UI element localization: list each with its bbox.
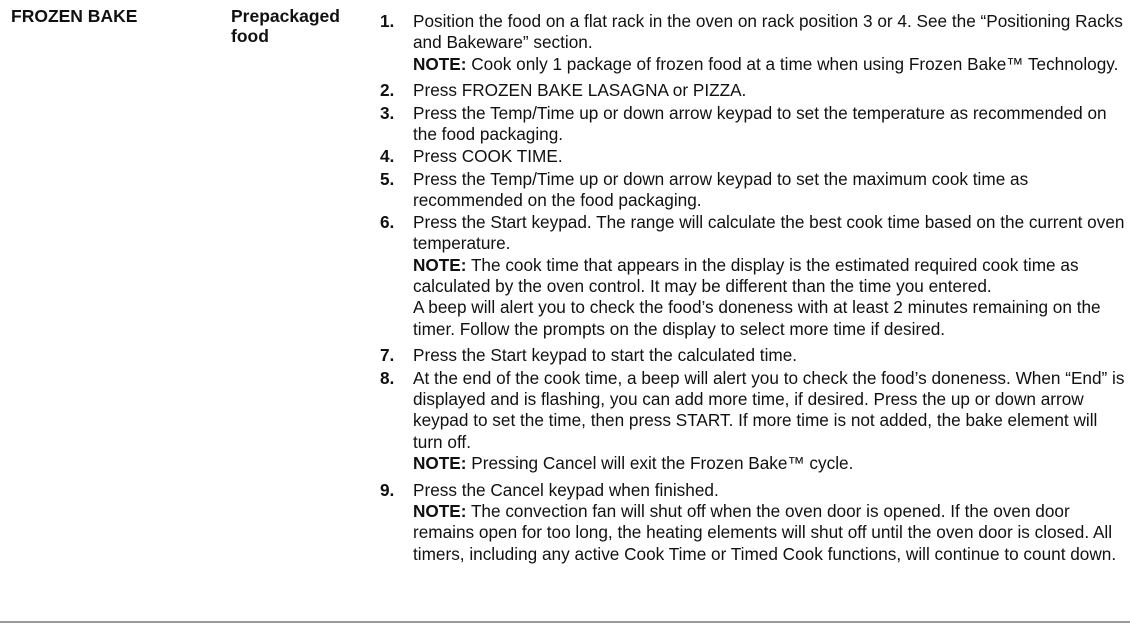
step-text: Position the food on a flat rack in the oven on rack position 3 or 4. See the “Positioning Racks and Bakeware” section. — [413, 11, 1123, 53]
step-number: 7. — [380, 345, 395, 366]
note-label: NOTE: — [413, 452, 467, 473]
note-text: Cook only 1 package of frozen food at a time when using Frozen Bake™ Technology. — [471, 53, 1119, 74]
food-type: Prepackaged food — [231, 6, 340, 46]
step-text: Press the Start keypad to start the calculated time. — [413, 345, 798, 366]
step-text: Press FROZEN BAKE LASAGNA or PIZZA. — [413, 80, 747, 101]
step-4 — [380, 146, 1125, 167]
step-1 — [380, 11, 1125, 75]
note-label: NOTE: — [413, 53, 467, 74]
step-8 — [380, 368, 1125, 474]
step-number: 3. — [380, 102, 395, 123]
step-number: 8. — [380, 367, 395, 388]
feature-name: FROZEN BAKE — [11, 6, 138, 26]
note-text: The convection fan will shut off when the oven door is opened. If the oven door remains open for too long, the heating elements will shut off until the oven door is closed. All timers, including any active Cook Time or Timed Cook functions, will continue to count down. — [413, 501, 1117, 564]
step-number: 1. — [380, 11, 395, 31]
step-number: 4. — [380, 146, 395, 167]
step-text: Press COOK TIME. — [413, 146, 563, 167]
note-text: Pressing Cancel will exit the Frozen Bake™ cycle. — [471, 452, 854, 473]
step-note — [413, 54, 1125, 75]
step-number: 5. — [380, 168, 395, 189]
step-text: Press the Cancel keypad when finished. — [413, 479, 719, 500]
step-9 — [380, 480, 1125, 565]
step-2 — [380, 80, 1125, 101]
step-6 — [380, 212, 1125, 340]
step-text: Press the Start keypad. The range will calculate the best cook time based on the current oven temperature. — [413, 212, 1125, 254]
step-number: 9. — [380, 479, 395, 500]
note-label: NOTE: — [413, 254, 467, 275]
step-text: Press the Temp/Time up or down arrow keypad to set the temperature as recommended on the food packaging. — [413, 102, 1107, 144]
step-7 — [380, 345, 1125, 366]
step-text: At the end of the cook time, a beep will alert you to check the food’s doneness. When “End” is displayed and is flashing, you can add more time, if desired. Press the up or down arrow keypad to set the time, then press START. If more time is not added, the bake element will turn off. — [413, 367, 1125, 452]
note-text: The cook time that appears in the display is the estimated required cook time as calculated by the oven control. It may be different than the time you entered. — [413, 254, 1079, 297]
instruction-steps — [380, 11, 1125, 566]
step-text: Press the Temp/Time up or down arrow keypad to set the maximum cook time as recommended on the food packaging. — [413, 168, 1029, 210]
step-number: 2. — [380, 80, 395, 101]
note-label: NOTE: — [413, 501, 467, 522]
step-note — [413, 501, 1125, 565]
step-note — [413, 453, 1125, 474]
step-5 — [380, 169, 1125, 212]
step-note — [413, 255, 1125, 298]
step-number: 6. — [380, 212, 395, 233]
table-bottom-rule — [0, 621, 1130, 623]
step-extra: A beep will alert you to check the food’s doneness with at least 2 minutes remaining on the timer. Follow the prompts on the display to select more time if desired. — [413, 297, 1101, 339]
step-3 — [380, 103, 1125, 146]
